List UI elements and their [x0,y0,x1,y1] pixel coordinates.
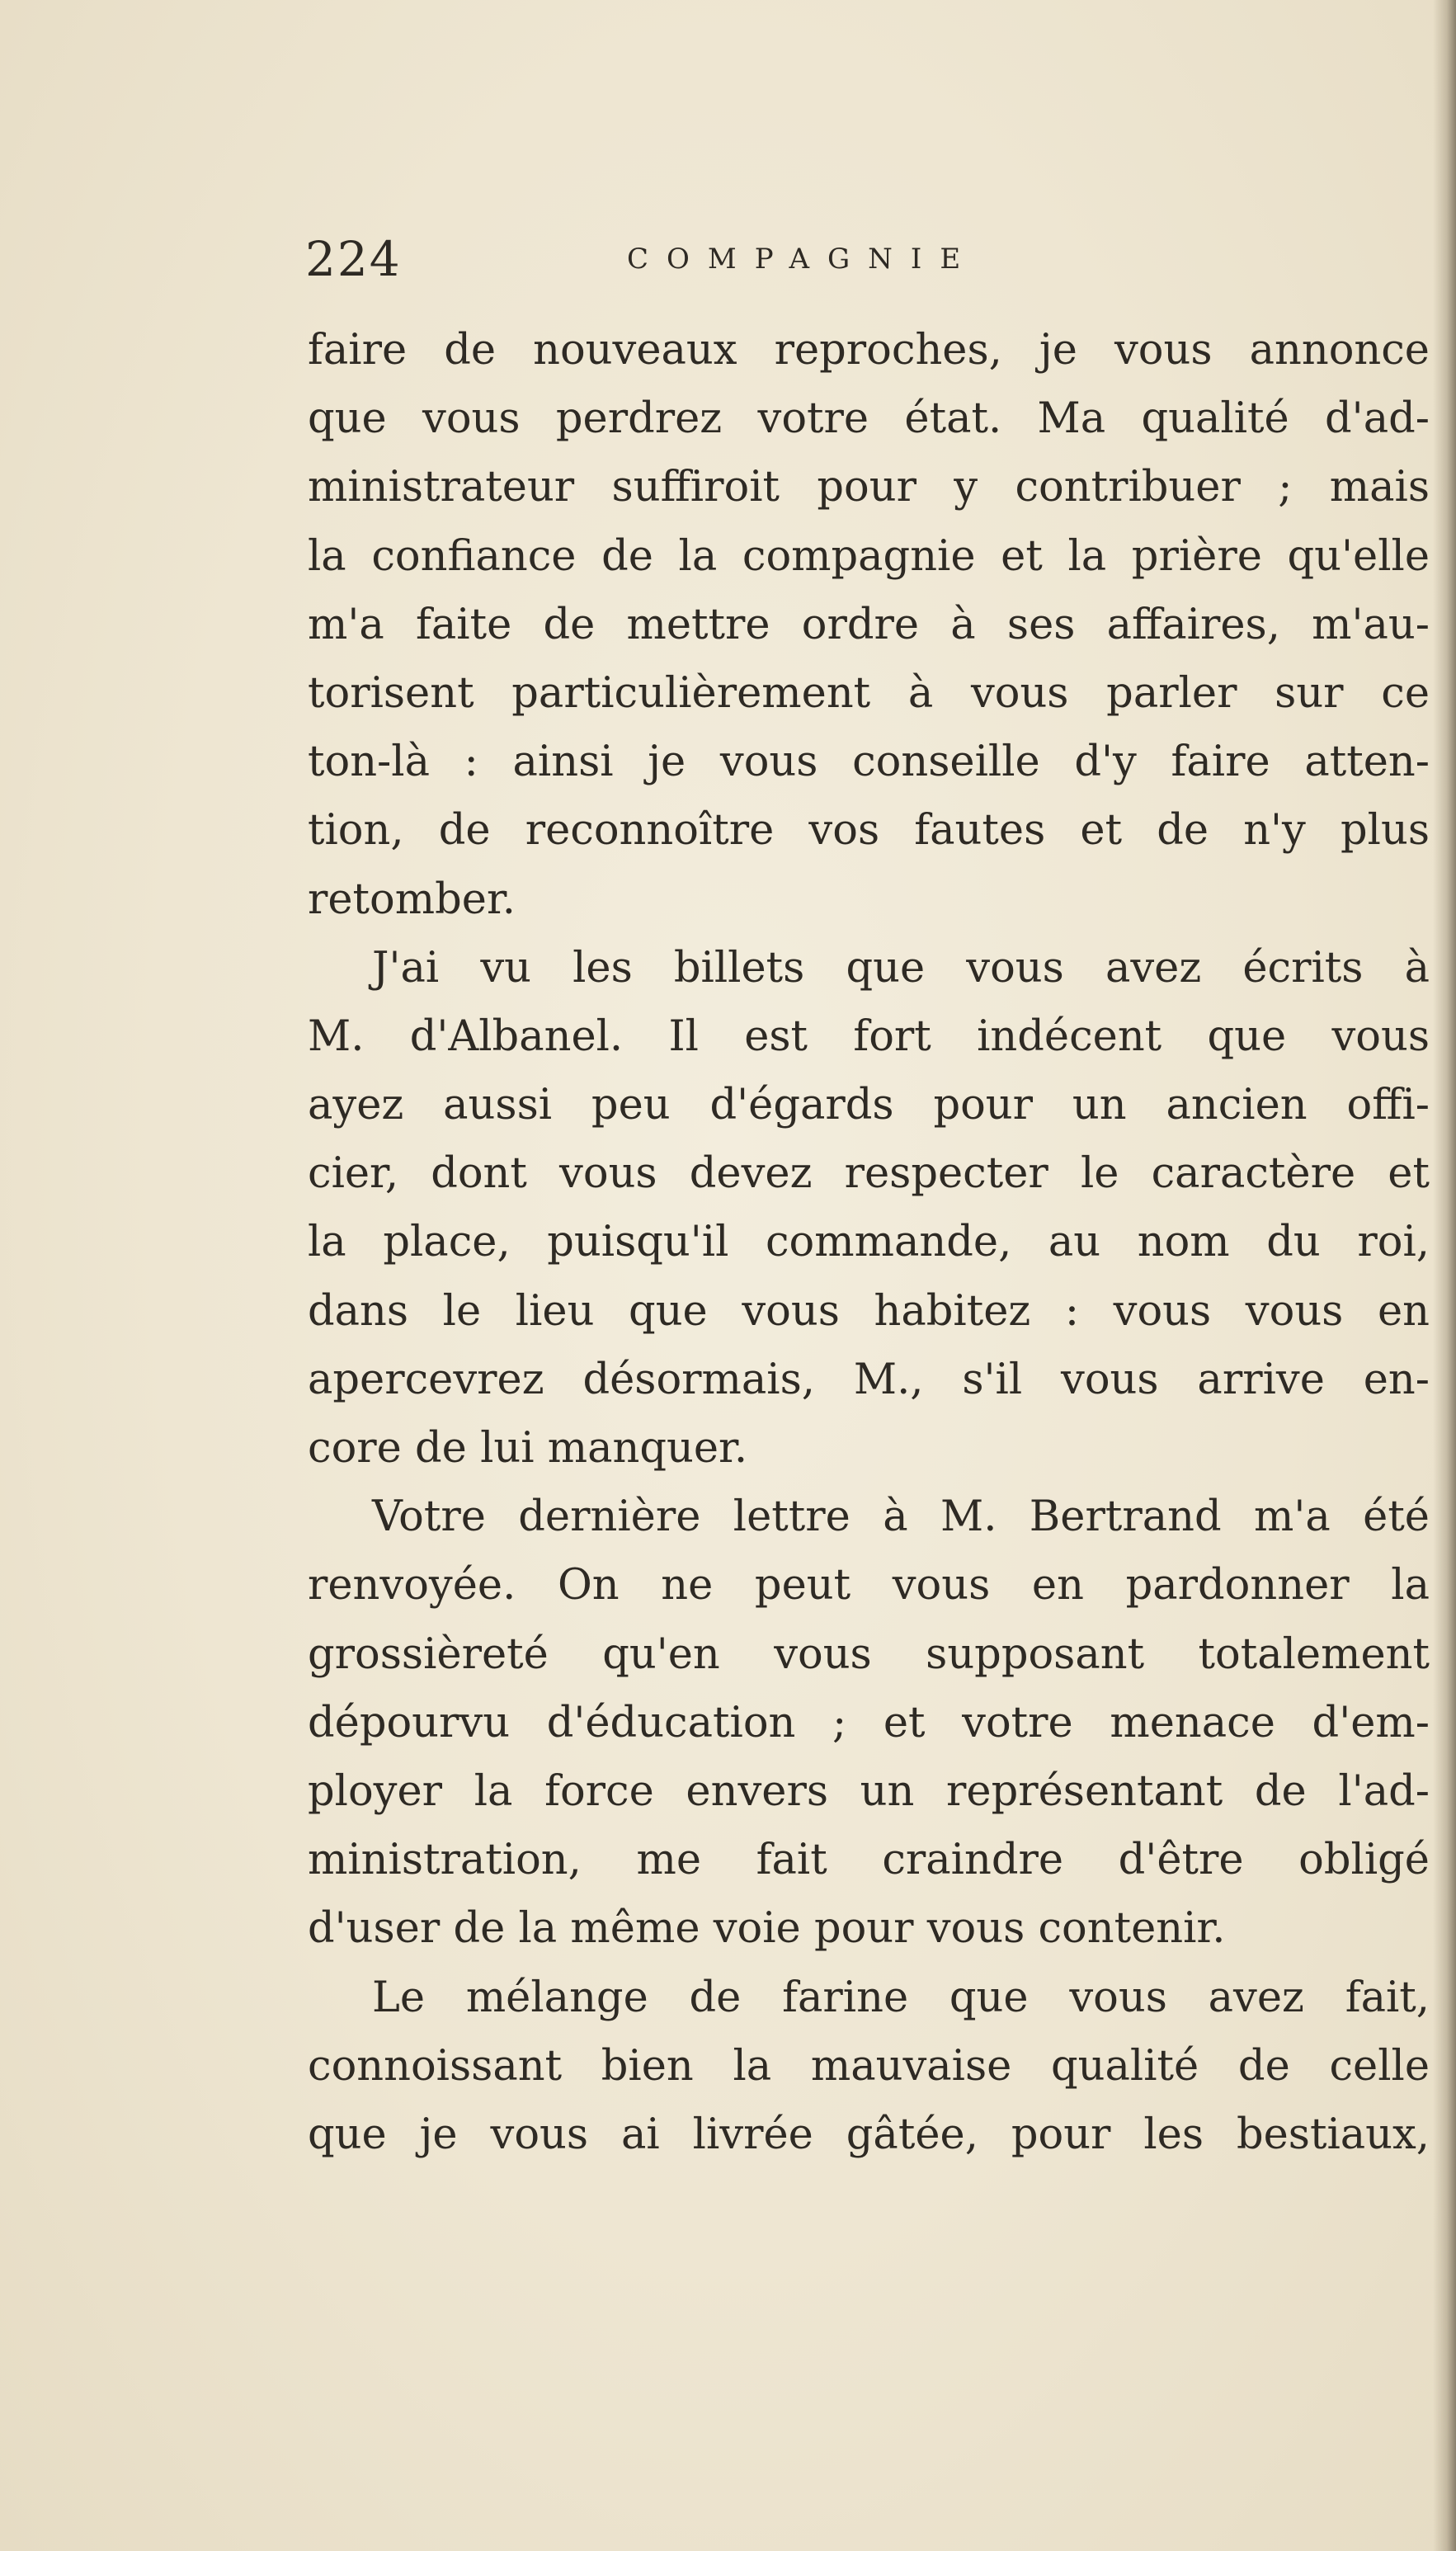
paragraph-first-line: Votre dernière lettre à M. Bertrand m'a été [372,1492,1430,1542]
text-line: m'a faite de mettre ordre à ses affaires, m'au- [308,600,1430,649]
running-head: COMPAGNIE [627,243,979,276]
text-line: cier, dont vous devez respecter le caractère et [308,1149,1430,1199]
text-line: ministrateur suffiroit pour y contribuer ; mais [308,463,1430,512]
text-line: torisent particulièrement à vous parler sur ce [308,668,1430,718]
text-line: grossièreté qu'en vous supposant totalement [308,1629,1430,1679]
body-text [308,316,1430,2169]
text-line: dans le lieu que vous habitez : vous vous en [308,1286,1430,1336]
text-line: la place, puisqu'il commande, au nom du roi, [308,1218,1430,1267]
text-line: que je vous ai livrée gâtée, pour les bestiaux, [308,2110,1430,2159]
text-line: ployer la force envers un représentant de l'ad- [308,1766,1430,1816]
text-line: ton-là : ainsi je vous conseille d'y faire atten- [308,738,1430,787]
text-line: renvoyée. On ne peut vous en pardonner la [308,1561,1430,1610]
paragraph-first-line: J'ai vu les billets que vous avez écrits à [372,943,1430,993]
text-line: tion, de reconnoître vos fautes et de n'y plus [308,806,1430,856]
text-line: ayez aussi peu d'égards pour un ancien offi- [308,1081,1430,1130]
paragraph-first-line: Le mélange de farine que vous avez fait, [372,1973,1430,2022]
text-line: apercevrez désormais, M., s'il vous arrive en- [308,1355,1430,1404]
text-line: d'user de la même voie pour vous contenir. [308,1904,1226,1954]
text-line: la confiance de la compagnie et la prière qu'elle [308,531,1430,581]
text-line: retomber. [308,875,516,924]
text-line: ministration, me fait craindre d'être obligé [308,1836,1430,1885]
text-line: que vous perdrez votre état. Ma qualité d'ad- [308,394,1430,444]
page-number: 224 [305,231,402,287]
page-header [305,231,1130,297]
text-line: M. d'Albanel. Il est fort indécent que vous [308,1011,1430,1061]
text-line: connoissant bien la mauvaise qualité de celle [308,2041,1430,2091]
text-line: faire de nouveaux reproches, je vous annonce [308,326,1430,375]
page-edge-shadow [1433,0,1456,2551]
text-line: dépourvu d'éducation ; et votre menace d'em- [308,1698,1430,1747]
text-line: core de lui manquer. [308,1424,748,1473]
